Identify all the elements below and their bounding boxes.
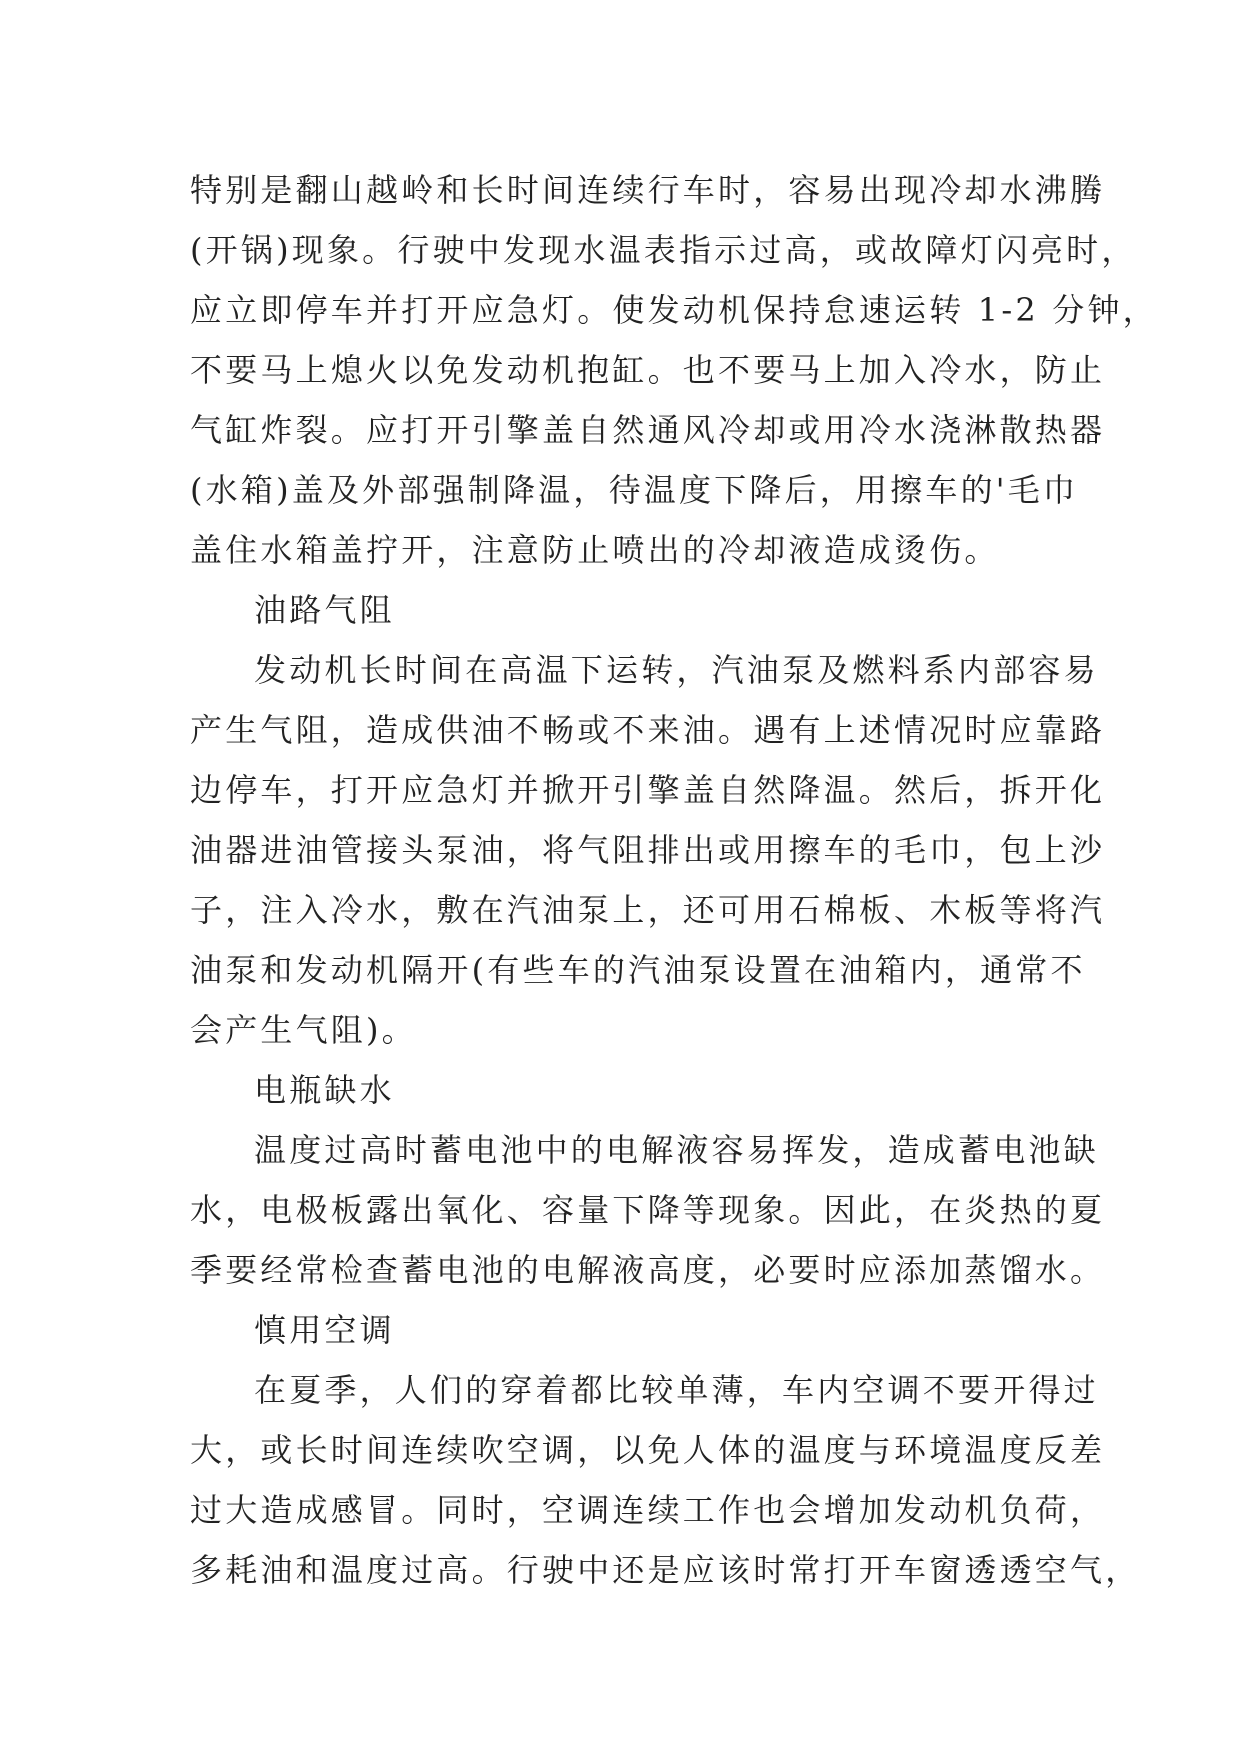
text-line: 油泵和发动机隔开(有些车的汽油泵设置在油箱内，通常不 (190, 951, 1086, 989)
text-line: 盖住水箱盖拧开，注意防止喷出的冷却液造成烫伤。 (190, 531, 1000, 569)
document-body (190, 160, 1158, 1600)
text-line: 应立即停车并打开应急灯。使发动机保持怠速运转 1-2 分钟， (190, 291, 1158, 329)
text-line: 多耗油和温度过高。行驶中还是应该时常打开车窗透透空气， (190, 1551, 1141, 1589)
text-line: 油路气阻 (254, 591, 395, 629)
text-line: (开锅)现象。行驶中发现水温表指示过高，或故障灯闪亮时， (190, 231, 1137, 269)
text-line: 产生气阻，造成供油不畅或不来油。遇有上述情况时应靠路 (190, 711, 1106, 749)
text-line: 温度过高时蓄电池中的电解液容易挥发，造成蓄电池缺 (254, 1131, 1099, 1169)
text-line: 大，或长时间连续吹空调，以免人体的温度与环境温度反差 (190, 1431, 1106, 1469)
text-line: 特别是翻山越岭和长时间连续行车时，容易出现冷却水沸腾 (190, 171, 1106, 209)
text-line: 发动机长时间在高温下运转，汽油泵及燃料系内部容易 (254, 651, 1099, 689)
text-line: 边停车，打开应急灯并掀开引擎盖自然降温。然后，拆开化 (190, 771, 1106, 809)
text-line: 水，电极板露出氧化、容量下降等现象。因此，在炎热的夏 (190, 1191, 1106, 1229)
text-line: 过大造成感冒。同时，空调连续工作也会增加发动机负荷， (190, 1491, 1106, 1529)
text-line: 在夏季，人们的穿着都比较单薄，车内空调不要开得过 (254, 1371, 1099, 1409)
text-line: 慎用空调 (254, 1311, 395, 1349)
text-line: 气缸炸裂。应打开引擎盖自然通风冷却或用冷水浇淋散热器 (190, 411, 1106, 449)
text-line: (水箱)盖及外部强制降温，待温度下降后，用擦车的'毛巾 (190, 471, 1079, 509)
text-line: 季要经常检查蓄电池的电解液高度，必要时应添加蒸馏水。 (190, 1251, 1106, 1289)
text-line: 子，注入冷水，敷在汽油泵上，还可用石棉板、木板等将汽 (190, 891, 1106, 929)
text-line: 油器进油管接头泵油，将气阻排出或用擦车的毛巾，包上沙 (190, 831, 1106, 869)
text-line: 电瓶缺水 (254, 1071, 395, 1109)
text-line: 不要马上熄火以免发动机抱缸。也不要马上加入冷水，防止 (190, 351, 1106, 389)
text-line: 会产生气阻)。 (190, 1011, 417, 1049)
